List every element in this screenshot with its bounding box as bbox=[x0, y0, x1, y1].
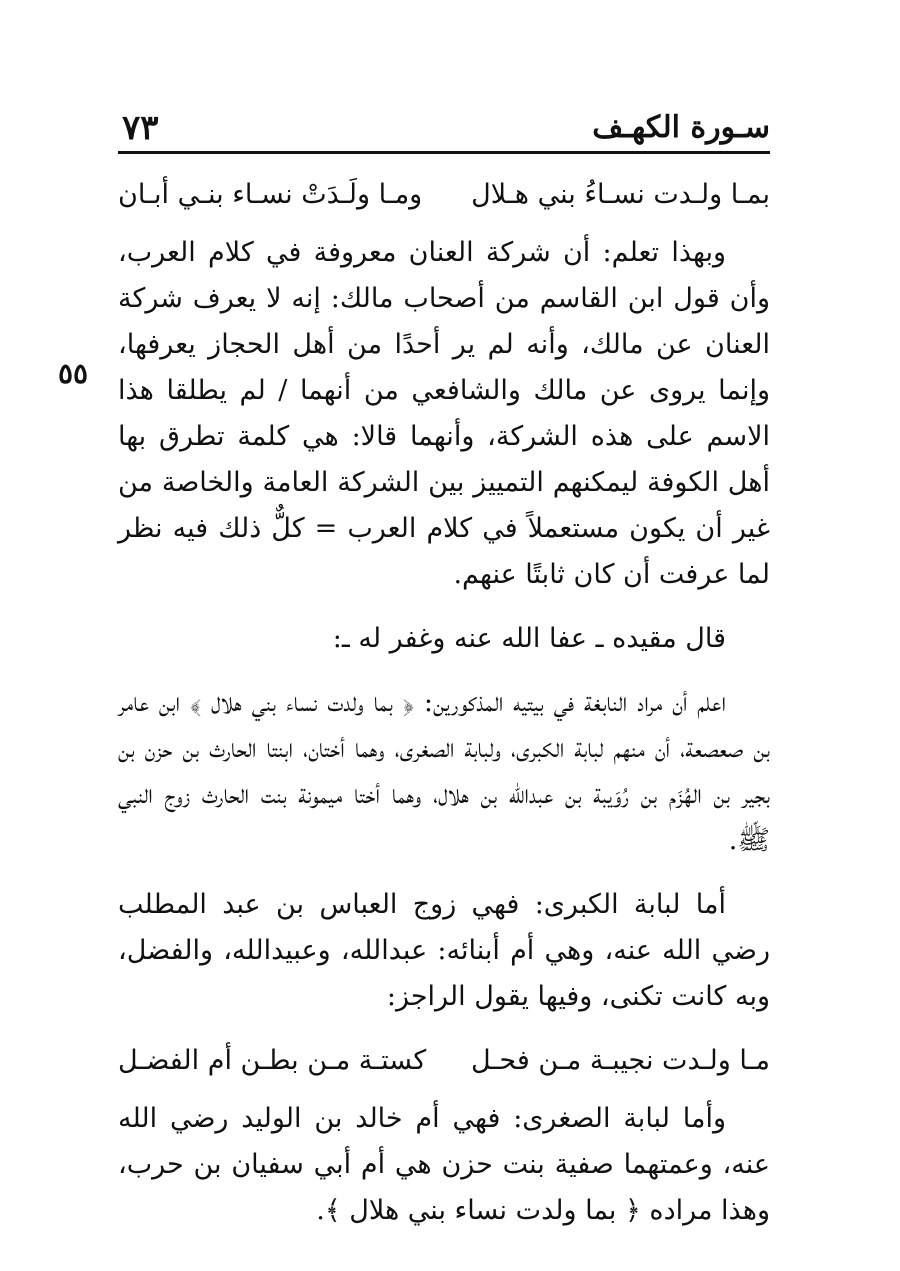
verse-left-hemistich: ومـا ولَـدَتْ نسـاء بنـي أبـان bbox=[118, 179, 423, 210]
verse-right-hemistich: بمـا ولـدت نسـاءُ بني هـلال bbox=[471, 179, 770, 210]
paragraph: وبهذا تعلم: أن شركة العنان معروفة في كلام العرب، وأن قول ابن القاسم من أصحاب مالك: إنه لا يعرف شركة العنان عن مالك، وأنه لم ير أحدًا من أهل الحجاز يعرفها، وإنما يروى عن مالك والشافعي من أنهما / لم يطلقا هذا الاسم على هذه الشركة، وأنهما قالا: هي كلمة تطرق بها أهل الكوفة ليمكنهم التمييز بين الشركة العامة والخاصة من غير أن يكون مستعملاً في كلام العرب = كلٌّ ذلك فيه نظر لما عرفت أن كان ثابتًا عنهم. bbox=[118, 237, 770, 590]
page-header bbox=[118, 108, 770, 150]
paragraph: اعلم أن مراد النابغة في بيتيه المذكورين: ﴿ بما ولدت نساء بني هلال ﴾ ابن عامر بن صعصعة، أن منهم لبابة الكبرى، ولبابة الصغرى، وهما أختان، ابنتا الحارث بن حزن بن بجير بن الهُزَم بن رُوَيبة بن عبدالله بن هلال، وهما أختا ميمونة بنت الحارث زوج النبي ﷺ. bbox=[118, 687, 770, 856]
margin-original-page-number: ٥٥ bbox=[58, 357, 89, 390]
surah-title: سـورة الكهـف bbox=[592, 110, 770, 145]
poetry-verse bbox=[118, 172, 770, 218]
verse-left-hemistich: كستـة مـن بطـن أم الفضـل bbox=[118, 1045, 427, 1076]
header-divider bbox=[118, 151, 770, 154]
page-number: ٧٣ bbox=[122, 108, 159, 148]
page-body bbox=[118, 172, 770, 1252]
verse-right-hemistich: مـا ولـدت نجيبـة مـن فحـل bbox=[471, 1045, 770, 1076]
paragraph: وأما لبابة الصغرى: فهي أم خالد بن الوليد رضي الله عنه، وعمتهما صفية بنت حزن هي أم أبي سفيان بن حرب، وهذا مراده ﴿ بما ولدت نساء بني هلال ﴾. bbox=[118, 1103, 770, 1226]
poetry-verse bbox=[118, 1038, 770, 1084]
paragraph: قال مقيده ـ عفا الله عنه وغفر له ـ: bbox=[332, 623, 726, 654]
paragraph: أما لبابة الكبرى: فهي زوج العباس بن عبد المطلب رضي الله عنه، وهي أم أبنائه: عبدالله، وعبيدالله، والفضل، وبه كانت تكنى، وفيها يقول الراجز: bbox=[118, 889, 770, 1012]
